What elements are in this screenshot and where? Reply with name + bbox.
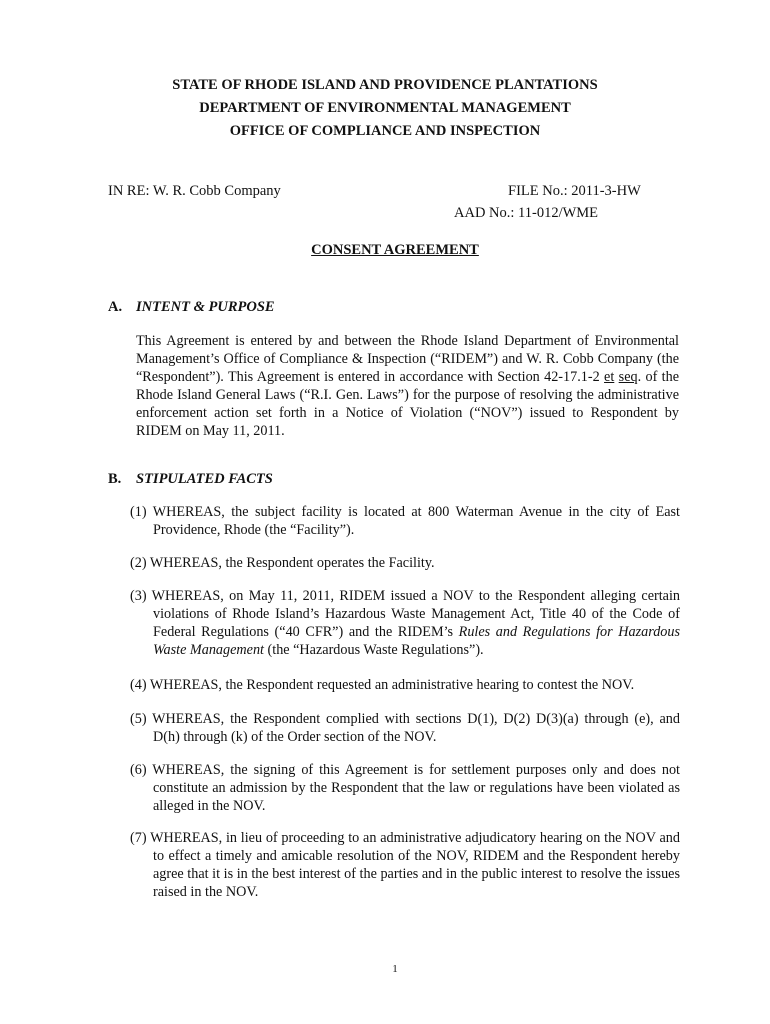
header-office: OFFICE OF COMPLIANCE AND INSPECTION (229, 123, 541, 139)
document-title: CONSENT AGREEMENT (311, 242, 479, 258)
fact-6: (6) WHEREAS, the signing of this Agreement is for settlement purposes only and does not constitute an admission by the Respondent that the law or regulations have been violated as alleged in the NOV. (130, 762, 680, 814)
section-b-letter: B. (108, 471, 122, 487)
fact-7: (7) WHEREAS, in lieu of proceeding to an administrative adjudicatory hearing on the NOV and to effect a timely and amicable resolution of the NOV, RIDEM and the Respondent hereby agree that it is in the best interest of the parties and in the public interest to resolve the issues raised in the NOV. (130, 830, 680, 900)
in-re-line: IN RE: W. R. Cobb Company (108, 183, 281, 199)
file-number: FILE No.: 2011-3-HW (508, 183, 641, 199)
section-a-heading (108, 299, 275, 316)
section-a-paragraph: This Agreement is entered by and between the Rhode Island Department of Environmental Management’s Office of Compliance & Inspection (“RIDEM”) and W. R. Cobb Company (the “Respondent”). This Agreement is entered in accordance with Section 42-17.1-2 et seq. of the Rhode Island General Laws (“R.I. Gen. Laws”) for the purpose of resolving the administrative enforcement action set forth in a Notice of Violation (“NOV”) issued to Respondent by RIDEM on May 11, 2011. (136, 333, 680, 439)
document-header (0, 74, 770, 143)
section-a-title: INTENT & PURPOSE (136, 299, 275, 315)
header-department: DEPARTMENT OF ENVIRONMENTAL MANAGEMENT (199, 100, 571, 116)
fact-1: (1) WHEREAS, the subject facility is located at 800 Waterman Avenue in the city of East Providence, Rhode (the “Facility”). (130, 504, 680, 538)
fact-2: (2) WHEREAS, the Respondent operates the Facility. (130, 555, 435, 571)
aad-number: AAD No.: 11-012/WME (454, 205, 599, 221)
section-b-title: STIPULATED FACTS (136, 471, 273, 487)
header-state: STATE OF RHODE ISLAND AND PROVIDENCE PLANTATIONS (172, 77, 598, 93)
fact-5: (5) WHEREAS, the Respondent complied with sections D(1), D(2) D(3)(a) through (e), and D(h) through (k) of the Order section of the NOV. (130, 711, 680, 745)
section-b-heading (108, 471, 273, 488)
page-number: 1 (392, 963, 398, 975)
section-a-letter: A. (108, 299, 123, 315)
fact-4: (4) WHEREAS, the Respondent requested an administrative hearing to contest the NOV. (130, 677, 635, 693)
fact-3: (3) WHEREAS, on May 11, 2011, RIDEM issued a NOV to the Respondent alleging certain violations of Rhode Island’s Hazardous Waste Management Act, Title 40 of the Code of Federal Regulations (“40 CFR”) and the RIDEM’s Rules and Regulations for Hazardous Waste Management (the “Hazardous Waste Regulations”). (130, 588, 680, 658)
